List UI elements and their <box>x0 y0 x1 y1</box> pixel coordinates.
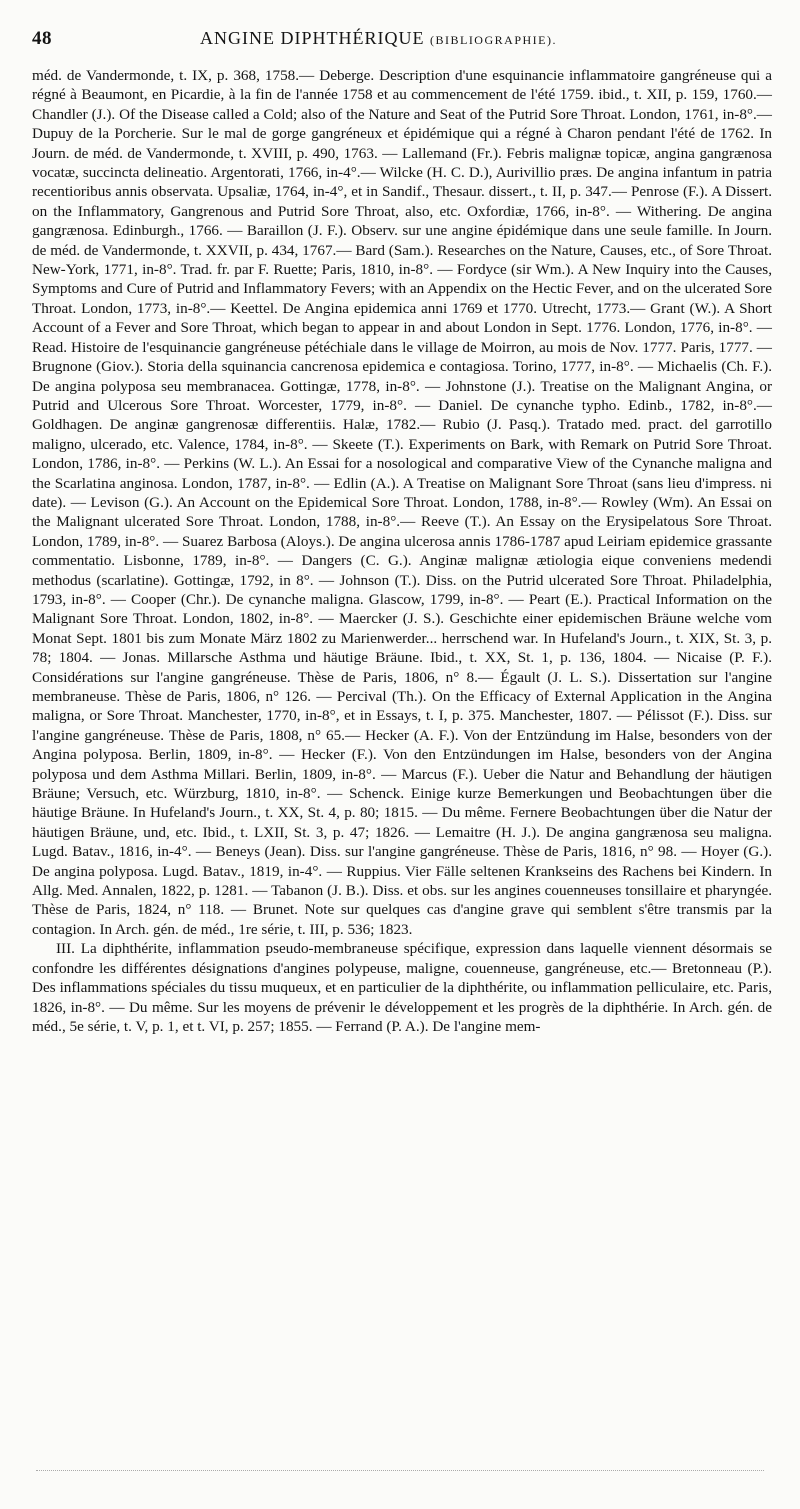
bibliography-paragraph-2: III. La diphthérite, inflammation pseudo-membraneuse spécifique, expression dans laquelle viennent désormais se confondre les différentes désignations d'angines polypeuse, maligne, couenneuse, gangréneuse, etc.— Bretonneau (P.). Des inflammations spéciales du tissu muqueux, et en particulier de la diphthérite, ou inflammation pelliculaire, etc. Paris, 1826, in-8°. — Du même. Sur les moyens de prévenir le développement et les progrès de la diphthérie. In Arch. gén. de méd., 5e série, t. V, p. 1, et t. VI, p. 257; 1855. — Ferrand (P. A.). De l'angine mem- <box>32 940 772 1035</box>
footer-dotted-rule <box>36 1470 764 1471</box>
running-title-main: ANGINE DIPHTHÉRIQUE <box>200 28 425 48</box>
page-header <box>32 28 768 56</box>
page-number: 48 <box>32 28 52 49</box>
running-title <box>200 28 557 49</box>
running-subtitle: (BIBLIOGRAPHIE). <box>429 33 557 47</box>
bibliography-text <box>32 66 772 1036</box>
bibliography-paragraph-1: méd. de Vandermonde, t. IX, p. 368, 1758.— Deberge. Description d'une esquinancie inflammatoire gangréneuse qui a régné à Beaumont, en Picardie, à la fin de l'année 1758 et au commencement de l'été 1759. ibid., t. XII, p. 159, 1760.— Chandler (J.). Of the Disease called a Cold; also of the Nature and Seat of the Putrid Sore Throat. London, 1761, in-8°.— Dupuy de la Porcherie. Sur le mal de gorge gangréneux et épidémique qui a régné à Charon pendant l'été de 1762. In Journ. de méd. de Vandermonde, t. XVIII, p. 490, 1763. — Lallemand (Fr.). Febris malignæ topicæ, angina gangrænosa vocatæ, succincta delineatio. Argentorati, 1766, in-4°.— Wilcke (H. C. D.), Aurivillio præs. De angina infantum in patria recentioribus annis observata. Upsaliæ, 1764, in-4°, et in Sandif., Thesaur. dissert., t. II, p. 347.— Penrose (F.). A Dissert. on the Inflammatory, Gangrenous and Putrid Sore Throat, also, etc. Oxfordiæ, 1766, in-8°. — Withering. De angina gangrænosa. Edinburgh., 1766. — Baraillon (J. F.). Observ. sur une angine épidémique dans une seule famille. In Journ. de méd. de Vandermonde, t. XXVII, p. 434, 1767.— Bard (Sam.). Researches on the Nature, Causes, etc., of Sore Throat. New-York, 1771, in-8°. Trad. fr. par F. Ruette; Paris, 1810, in-8°. — Fordyce (sir Wm.). A New Inquiry into the Causes, Symptoms and Cure of Putrid and Inflammatory Fevers; with an Appendix on the Hectic Fever, and on the ulcerated Sore Throat. London, 1773, in-8°.— Keettel. De Angina epidemica anni 1769 et 1770. Utrecht, 1773.— Grant (W.). A Short Account of a Fever and Sore Throat, which began to appear in and about London in Sept. 1776. London, 1776, in-8°. — Read. Histoire de l'esquinancie gangréneuse pétéchiale dans le village de Moirron, au mois de Nov. 1777. Paris, 1777. — Brugnone (Giov.). Storia della squinancia cancrenosa epidemica e contagiosa. Torino, 1777, in-8°. — Michaelis (Ch. F.). De angina polyposa seu membranacea. Gottingæ, 1778, in-8°. — Johnstone (J.). Treatise on the Malignant Angina, or Putrid and Ulcerous Sore Throat. Worcester, 1779, in-8°. — Daniel. De cynanche typho. Edinb., 1782, in-8°.— Goldhagen. De anginæ gangrenosæ differentiis. Halæ, 1782.— Rubio (J. Pasq.). Tratado med. pract. del garrotillo maligno, ulcerado, etc. Valence, 1784, in-8°. — Skeete (T.). Experiments on Bark, with Remark on Putrid Sore Throat. London, 1786, in-8°. — Perkins (W. L.). An Essai for a nosological and comparative View of the Cynanche maligna and the Scarlatina anginosa. London, 1787, in-8°. — Edlin (A.). A Treatise on Malignant Sore Throat (sans lieu d'impress. ni date). — Levison (G.). An Account on the Epidemical Sore Throat. London, 1788, in-8°.— Rowley (Wm). An Essai on the Malignant ulcerated Sore Throat. London, 1788, in-8°.— Reeve (T.). An Essay on the Erysipelatous Sore Throat. London, 1789, in-8°. — Suarez Barbosa (Aloys.). De angina ulcerosa annis 1786-1787 apud Leiriam epidemice grassante commentatio. Lisbonne, 1789, in-8°. — Dangers (C. G.). Anginæ malignæ ætiologia eique conveniens medendi methodus (scarlatine). Gottingæ, 1792, in 8°. — Johnson (T.). Diss. on the Putrid ulcerated Sore Throat. Philadelphia, 1793, in-8°. — Cooper (Chr.). De cynanche maligna. Glascow, 1799, in-8°. — Peart (E.). Practical Information on the Malignant Sore Throat. London, 1802, in-8°. — Maercker (J. S.). Geschichte einer epidemischen Bräune welche vom Monat Sept. 1801 bis zum Monate März 1802 zu Marienwerder... herrschend war. In Hufeland's Journ., t. XIX, St. 3, p. 78; 1804. — Jonas. Millarsche Asthma und häutige Bräune. Ibid., t. XX, St. 1, p. 136, 1804. — Nicaise (P. F.). Considérations sur l'angine gangréneuse. Thèse de Paris, 1806, n° 8.— Égault (J. L. S.). Dissertation sur l'angine membraneuse. Thèse de Paris, 1806, n° 126. — Percival (Th.). On the Efficacy of External Application in the Angina maligna, or Sore Throat. Manchester, 1770, in-8°, et in Essays, t. I, p. 375. Manchester, 1807. — Pélissot (F.). Diss. sur l'angine gangréneuse. Thèse de Paris, 1808, n° 65.— Hecker (A. F.). Von der Entzündung im Halse, besonders von der Angina polyposa. Berlin, 1809, in-8°. — Hecker (F.). Von den Entzündungen im Halse, besonders von der Angina polyposa und dem Asthma Millari. Berlin, 1809, in-8°. — Marcus (F.). Ueber die Natur and Behandlung der häutigen Bräune; Versuch, etc. Würzburg, 1810, in-8°. — Schenck. Einige kurze Bemerkungen und Beobachtungen über die häutige Bräune. In Hufeland's Journ., t. XX, St. 4, p. 80; 1815. — Du même. Fernere Beobachtungen über die Natur der häutigen Bräune, und, etc. Ibid., t. LXII, St. 3, p. 47; 1826. — Lemaitre (H. J.). De angina gangrænosa seu maligna. Lugd. Batav., 1816, in-4°. — Beneys (Jean). Diss. sur l'angine gangréneuse. Thèse de Paris, 1816, n° 98. — Hoyer (G.). De angina polyposa. Lugd. Batav., 1819, in-4°. — Ruppius. Vier Fälle seltenen Krankseins des Rachens bei Kindern. In Allg. Med. Annalen, 1822, p. 1281. — Tabanon (J. B.). Diss. et obs. sur les angines couenneuses tonsillaire et pharyngée. Thèse de Paris, 1824, n° 118. — Brunet. Note sur quelques cas d'angine grave qui semblent s'être transmis par la contagion. In Arch. gén. de méd., 1re série, t. III, p. 536; 1823. <box>32 67 772 938</box>
